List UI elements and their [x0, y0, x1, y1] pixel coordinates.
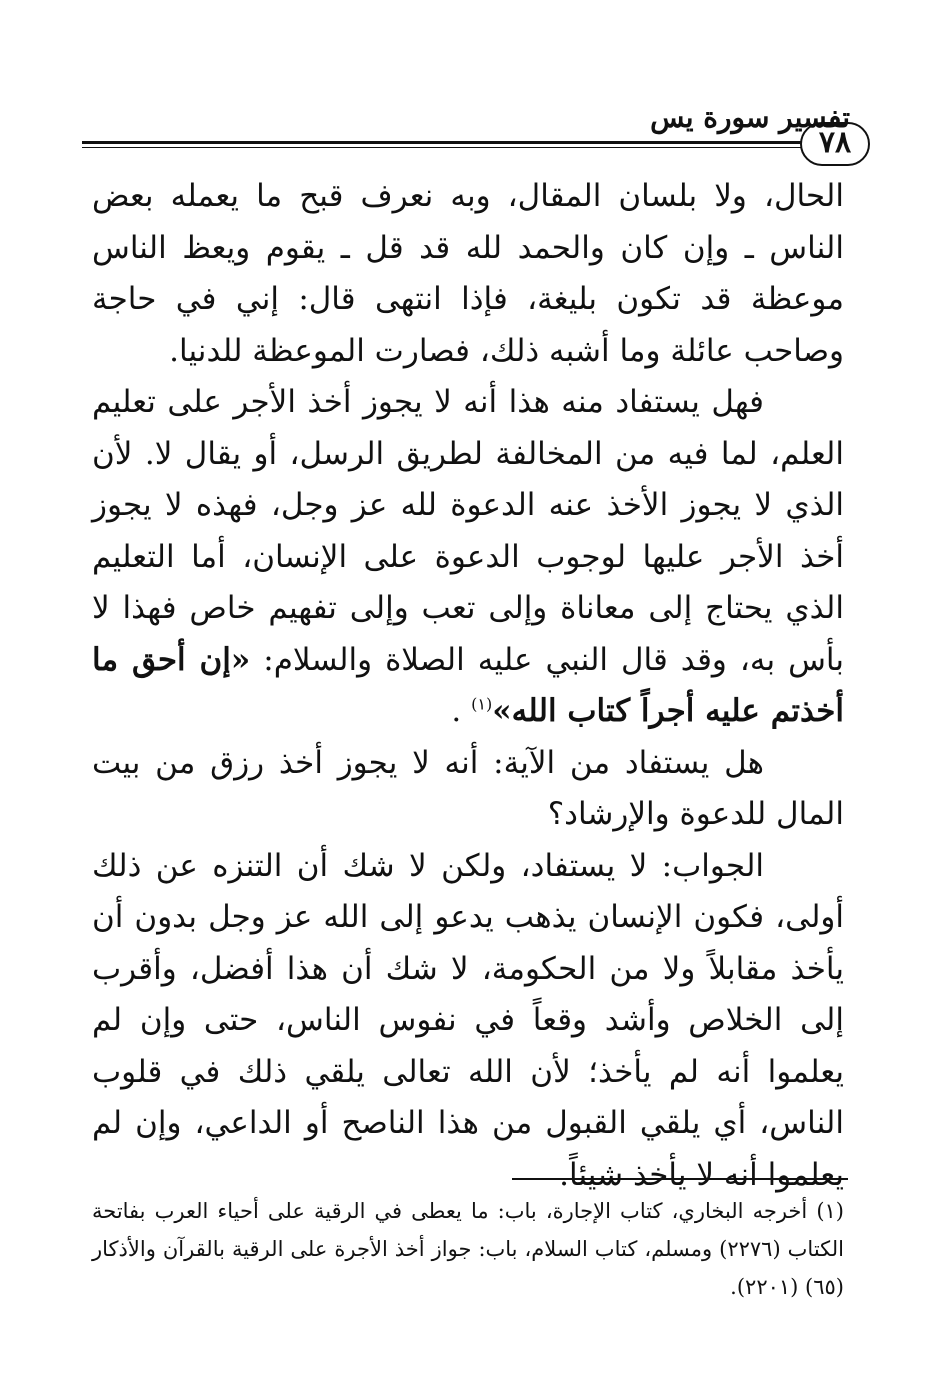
hadith-quote: «إن أحق ما أخذتم عليه أجراً كتاب الله» — [92, 641, 844, 729]
footnote-1: (١) أخرجه البخاري، كتاب الإجارة، باب: ما يعطى في الرقية على أحياء العرب بفاتحة الكتاب (٢٢٧٦) ومسلم، كتاب السلام، باب: جواز أخذ الأجرة على الرقية بالقرآن والأذكار (٦٥) (٢٢٠١). — [92, 1199, 844, 1299]
paragraph-3-question: هل يستفاد من الآية: أنه لا يجوز أخذ رزق من بيت المال للدعوة والإرشاد؟ — [92, 744, 844, 832]
footnote-reference: (١) — [471, 694, 493, 714]
header-double-rule — [82, 141, 802, 148]
page-number: ٧٨ — [800, 122, 870, 166]
footnote-separator — [512, 1178, 848, 1180]
paragraph-2-text: فهل يستفاد منه هذا أنه لا يجوز أخذ الأجر على تعليم العلم، لما فيه من المخالفة لطريق الرسل، أو يقال لا. لأن الذي لا يجوز الأخذ عنه الدعوة لله عز وجل، فهذه لا يجوز أخذ الأجر عليها لوجوب الدعوة على الإنسان، أما التعليم الذي يحتاج إلى معاناة وإلى تعب وإلى تفهيم خاص فهذا لا بأس به، وقد قال النبي عليه الصلاة والسلام: — [92, 384, 844, 678]
paragraph-2-end: . — [451, 693, 462, 729]
running-header-title: تفسير سورة يس — [650, 101, 850, 134]
paragraph-1: الحال، ولا بلسان المقال، وبه نعرف قبح ما يعمله بعض الناس ـ وإن كان والحمد لله قد قل ـ يقوم ويعظ الناس موعظة قد تكون بليغة، فإذا انتهى قال: إني في حاجة وصاحب عائلة وما أشبه ذلك، فصارت الموعظة للدنيا. — [92, 178, 844, 369]
paragraph-2 — [92, 377, 844, 738]
paragraph-4-answer: الجواب: لا يستفاد، ولكن لا شك أن التنزه عن ذلك أولى، فكون الإنسان يذهب يدعو إلى الله عز وجل بدون أن يأخذ مقابلاً ولا من الحكومة، لا شك أن هذا أفضل، وأقرب إلى الخلاص وأشد وقعاً في نفوس الناس، حتى وإن لم يعلموا أنه لم يأخذ؛ لأن الله تعالى يلقي ذلك في قلوب الناس، أي يلقي القبول من هذا الناصح أو الداعي، وإن لم يعلموا أنه لا يأخذ شيئاً. — [92, 847, 844, 1193]
main-text — [92, 171, 844, 1201]
footnotes — [92, 1192, 844, 1306]
